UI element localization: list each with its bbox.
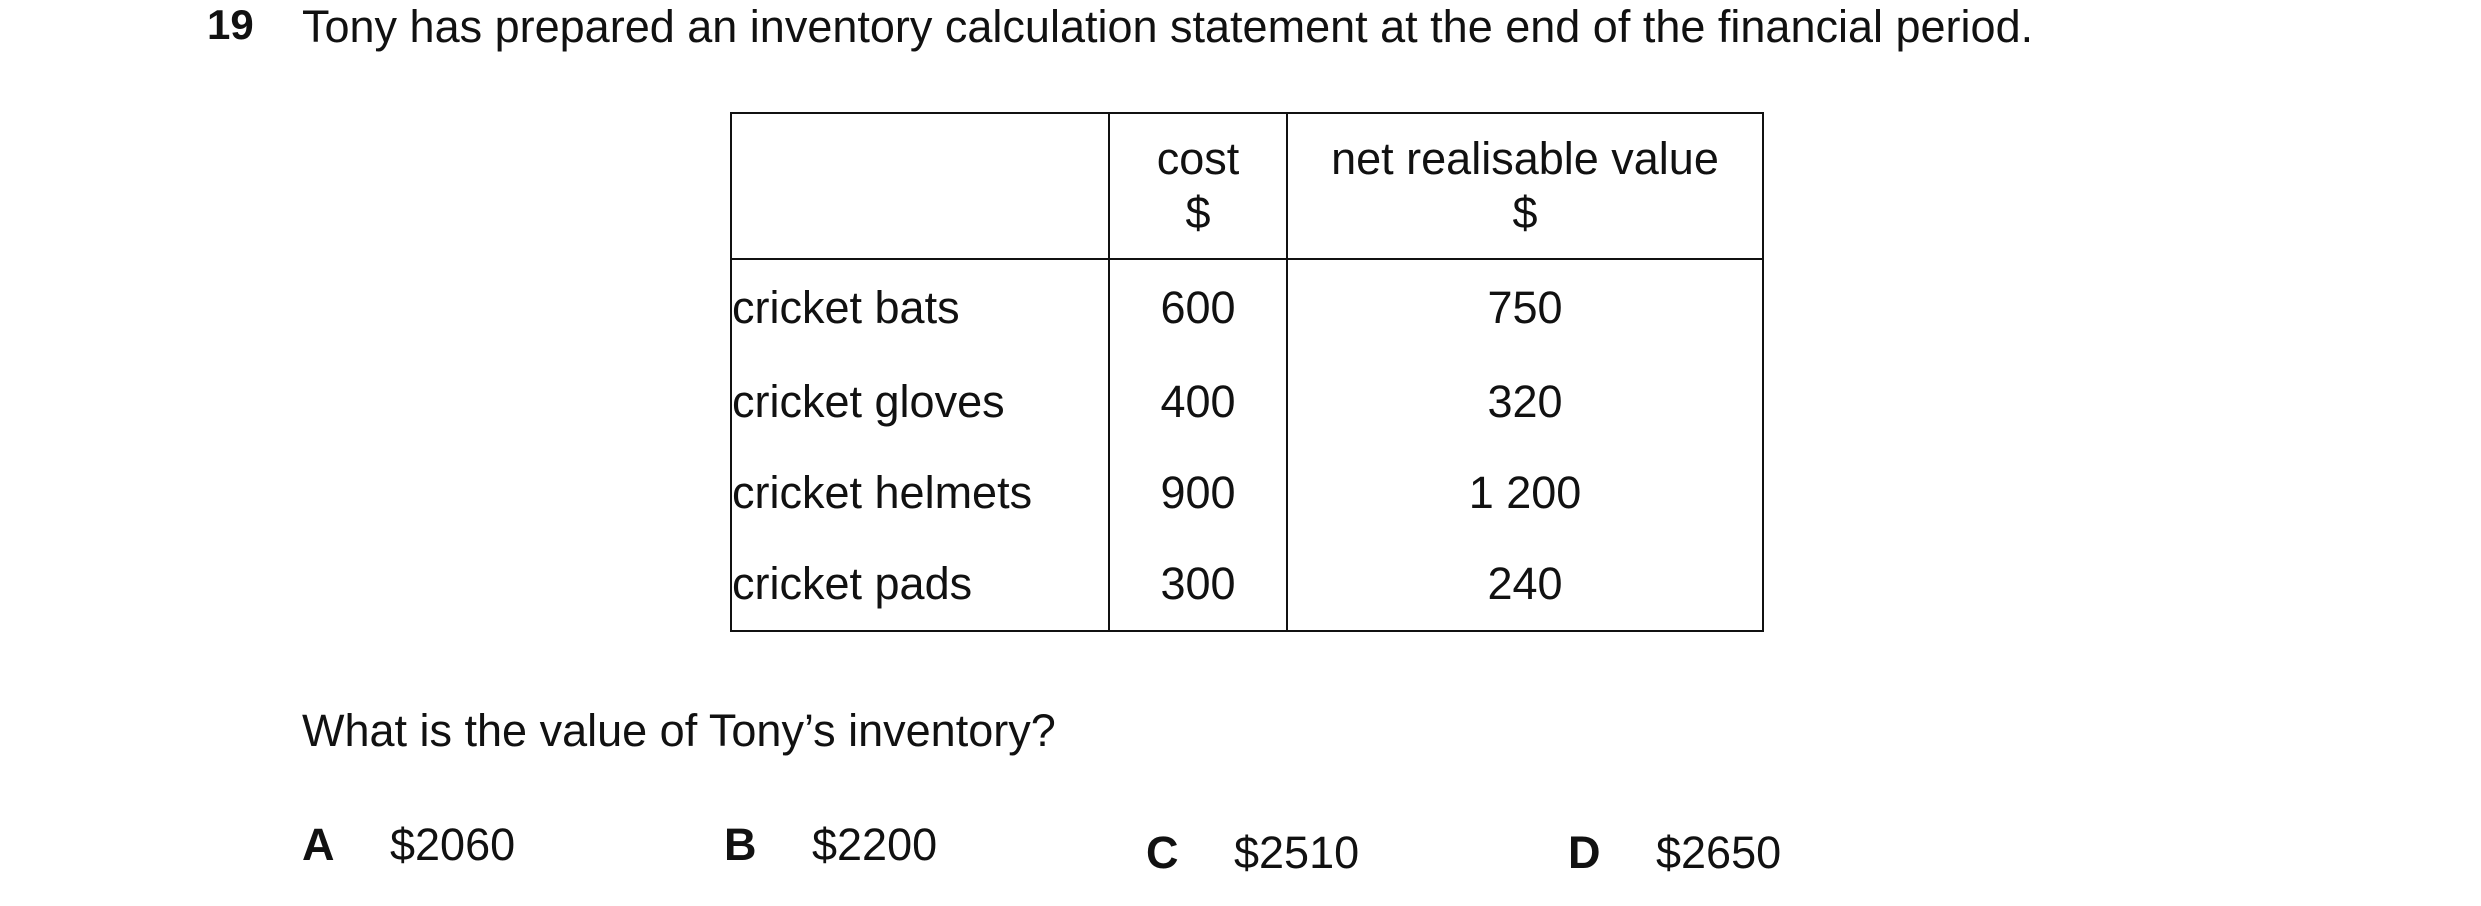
table-row xyxy=(731,447,1763,538)
option-value: $2200 xyxy=(812,819,938,870)
row-nrv: 240 xyxy=(1287,538,1763,631)
header-cost-label: cost xyxy=(1156,133,1240,184)
row-item: cricket helmets xyxy=(731,447,1109,538)
row-nrv: 320 xyxy=(1287,356,1763,447)
header-item xyxy=(731,113,1109,259)
option-value: $2510 xyxy=(1234,827,1360,878)
header-nrv xyxy=(1287,113,1763,259)
option-b[interactable] xyxy=(724,819,938,870)
table-header-row xyxy=(731,113,1763,259)
row-cost: 600 xyxy=(1109,259,1287,356)
row-cost: 300 xyxy=(1109,538,1287,631)
option-letter: C xyxy=(1146,827,1179,878)
table-row xyxy=(731,356,1763,447)
option-letter: A xyxy=(302,819,335,870)
question-prompt: What is the value of Tony’s inventory? xyxy=(302,705,1056,756)
row-nrv: 750 xyxy=(1287,259,1763,356)
option-value: $2060 xyxy=(390,819,516,870)
row-cost: 900 xyxy=(1109,447,1287,538)
row-item: cricket gloves xyxy=(731,356,1109,447)
question-text: Tony has prepared an inventory calculation statement at the end of the financial period. xyxy=(302,1,2034,52)
header-cost-unit: $ xyxy=(1185,187,1211,238)
header-nrv-label: net realisable value xyxy=(1331,133,1719,184)
option-letter: D xyxy=(1568,827,1601,878)
header-nrv-unit: $ xyxy=(1512,187,1538,238)
row-nrv: 1 200 xyxy=(1287,447,1763,538)
option-a[interactable] xyxy=(302,819,516,870)
table-row xyxy=(731,538,1763,631)
option-c[interactable] xyxy=(1146,827,1360,878)
row-item: cricket pads xyxy=(731,538,1109,631)
inventory-table xyxy=(730,112,1764,632)
option-letter: B xyxy=(724,819,757,870)
table-row xyxy=(731,259,1763,356)
header-cost xyxy=(1109,113,1287,259)
option-d[interactable] xyxy=(1568,827,1782,878)
row-item: cricket bats xyxy=(731,259,1109,356)
option-value: $2650 xyxy=(1656,827,1782,878)
question-number: 19 xyxy=(207,1,254,48)
row-cost: 400 xyxy=(1109,356,1287,447)
